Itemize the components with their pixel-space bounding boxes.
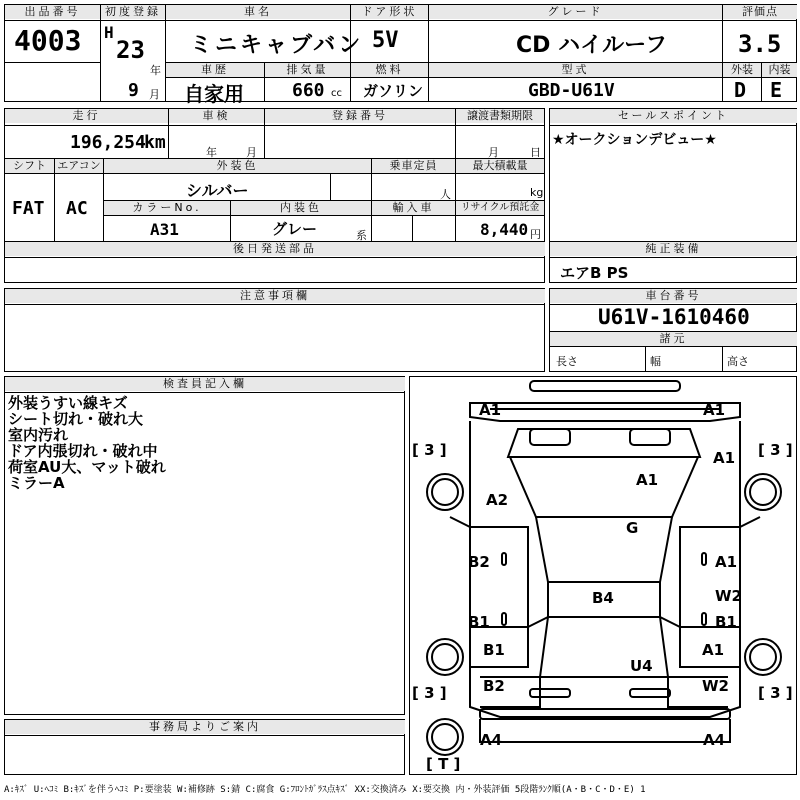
sales-point: ★オークションデビュー★ [552, 132, 717, 148]
damage-mark: A1 [636, 471, 659, 489]
damage-mark: B2 [468, 553, 490, 571]
insp-year-unit: 年 [206, 146, 217, 159]
ac: AC [66, 198, 88, 219]
doc-month-unit: 月 [488, 146, 499, 159]
tire-mark: [ 3 ] [758, 684, 793, 702]
door-label: ドア形状 [351, 5, 428, 19]
damage-mark: A1 [703, 401, 726, 419]
name-label: 車名 [166, 5, 350, 19]
damage-mark: G [626, 519, 639, 537]
damage-mark: A1 [479, 401, 502, 419]
note-line: 室内汚れ [8, 426, 69, 444]
score-label: 評価点 [723, 5, 797, 19]
import-label: 輸入車 [372, 201, 455, 215]
int-color-unit: 系 [356, 229, 367, 242]
tire-mark: [ 3 ] [758, 441, 793, 459]
recycle-label: リサイクル預託金 [456, 201, 544, 215]
color-no-label: カラーNo. [104, 201, 230, 215]
history: 自家用 [184, 82, 244, 106]
note-line: 外装うすい線キズ [8, 394, 128, 412]
int-color: グレー [272, 220, 318, 238]
era: H [104, 23, 114, 42]
width-label: 幅 [650, 355, 661, 368]
equipment: エアB PS [560, 264, 629, 282]
spec-label: 諸元 [550, 332, 797, 346]
model-label: 型式 [429, 63, 722, 77]
car-outline-diagram [410, 377, 797, 775]
displacement: 660 [292, 80, 325, 101]
insp-month-unit: 月 [246, 146, 257, 159]
lot-number: 4003 [14, 24, 82, 57]
ext-score: D [734, 78, 747, 102]
month-unit: 月 [149, 88, 160, 101]
damage-mark: B2 [483, 677, 505, 695]
capacity-unit: 人 [440, 188, 451, 201]
recycle-unit: 円 [530, 228, 541, 241]
damage-mark: A4 [703, 731, 726, 749]
note-line: シート切れ・破れ大 [8, 410, 144, 428]
damage-mark: B1 [468, 613, 490, 631]
load-label: 最大積載量 [456, 159, 544, 173]
legend: A:ｷｽﾞ U:ﾍｺﾐ B:ｷｽﾞを伴うﾍｺﾐ P:要塗装 W:補修跡 S:錆 C:腐食 G:ﾌﾛﾝﾄｶﾞﾗｽ点ｷｽﾞ XX:交換済み X:要交換 内・外装評価 5段階ﾗﾝｸ順(A・B・C・D・E) 1 [4, 785, 646, 795]
tire-mark: [ T ] [426, 755, 461, 773]
capacity-label: 乗車定員 [372, 159, 455, 173]
load-unit: kg [530, 186, 544, 199]
reg-no-label: 登録番号 [265, 109, 455, 123]
damage-mark: B4 [592, 589, 614, 607]
car-name: ミニキャブバン [190, 33, 364, 58]
damage-mark: U4 [630, 657, 653, 675]
int-score: E [770, 78, 783, 102]
damage-diagram [409, 376, 797, 775]
model-code: GBD-U61V [528, 80, 615, 101]
damage-mark: A1 [713, 449, 736, 467]
damage-mark: W2 [715, 587, 742, 605]
int-label: 内装 [762, 63, 797, 77]
doc-label: 譲渡書類期限 [456, 109, 544, 123]
damage-mark: A1 [702, 641, 725, 659]
inspection-label: 車検 [169, 109, 264, 123]
damage-mark: B1 [483, 641, 505, 659]
year-unit: 年 [150, 64, 161, 77]
reg-label: 初度登録 [101, 5, 165, 19]
height-label: 高さ [727, 355, 749, 368]
ext-color: シルバー [186, 181, 249, 200]
later-parts-label: 後日発送部品 [5, 242, 545, 256]
grade: CD ハイルーフ [516, 33, 667, 58]
note-line: 荷室AU大、マット破れ [8, 458, 166, 476]
ac-label: エアコン [55, 159, 103, 173]
shift: FAT [12, 198, 45, 219]
reg-year: 23 [116, 36, 145, 64]
fuel: ガソリン [363, 82, 424, 100]
ext-color-label: 外装色 [104, 159, 371, 173]
shift-label: シフト [5, 159, 54, 173]
chassis-number: U61V-1610460 [598, 305, 750, 329]
inspector-notes [8, 395, 166, 491]
chassis-label: 車台番号 [550, 289, 797, 303]
inspector-label: 検査員記入欄 [5, 377, 405, 391]
doc-day-unit: 日 [530, 146, 541, 159]
recycle: 8,440 [480, 220, 529, 239]
door-type: 5V [372, 28, 399, 53]
tire-mark: [ 3 ] [412, 684, 447, 702]
damage-mark: A2 [486, 491, 509, 509]
ext-label: 外装 [723, 63, 761, 77]
note-line: ミラーA [8, 474, 65, 492]
damage-mark: A1 [715, 553, 738, 571]
damage-mark: A4 [480, 731, 503, 749]
equip-label: 純正装備 [550, 242, 797, 256]
office-label: 事務局よりご案内 [5, 720, 405, 734]
notice-label: 注意事項欄 [5, 289, 545, 303]
mileage-label: 走行 [5, 109, 168, 123]
disp-label: 排気量 [265, 63, 350, 77]
int-color-label: 内装色 [231, 201, 371, 215]
disp-unit: cc [331, 88, 342, 99]
mileage-unit: km [144, 132, 166, 153]
sales-label: セールスポイント [550, 109, 797, 123]
mileage: 196,254 [70, 132, 146, 153]
damage-mark: B1 [715, 613, 737, 631]
tire-mark: [ 3 ] [412, 441, 447, 459]
grade-label: グレード [429, 5, 722, 19]
color-no: A31 [150, 220, 179, 239]
reg-month: 9 [128, 80, 139, 101]
damage-mark: W2 [702, 677, 729, 695]
history-label: 車歴 [166, 63, 264, 77]
score: 3.5 [738, 30, 782, 58]
lot-label: 出品番号 [5, 5, 100, 19]
fuel-label: 燃料 [351, 63, 428, 77]
length-label: 長さ [556, 355, 578, 368]
note-line: ドア内張切れ・破れ中 [8, 442, 158, 460]
